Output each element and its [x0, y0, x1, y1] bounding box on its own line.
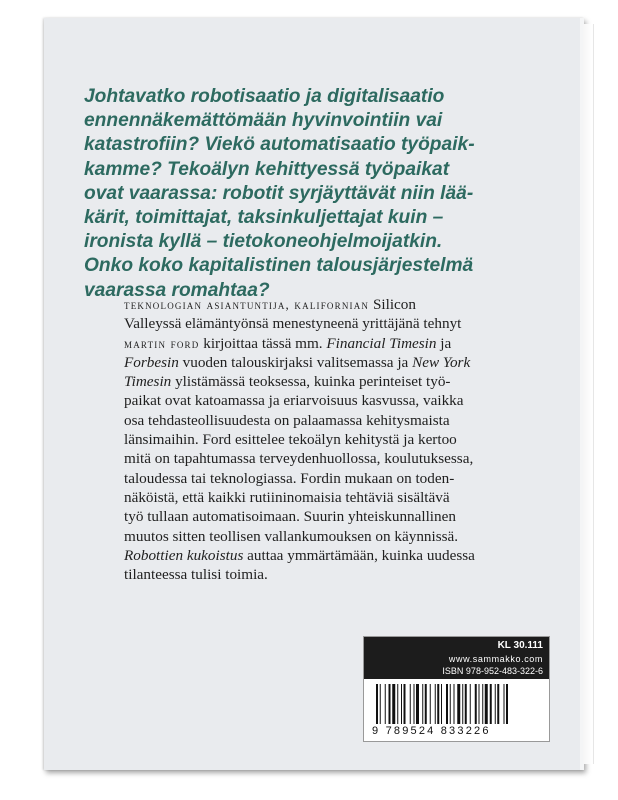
book-title: Robottien kukoistus [124, 546, 244, 564]
body-line: tilanteessa tulisi toimia. [124, 566, 268, 584]
blurb-line: ovat vaarassa: robotit syrjäyttävät niin lää- [84, 182, 474, 204]
body-word: Silicon [372, 296, 416, 313]
body-line: länsimaihin. Ford esittelee tekoälyn kehitystä ja kertoo [124, 431, 457, 449]
classification-code: KL 30.111 [497, 640, 543, 651]
barcode-bar [410, 684, 411, 724]
barcode-bar [404, 684, 406, 724]
body-line: taloudessa tai teknologiassa. Fordin mukaan on toden- [124, 469, 455, 487]
body-word: vuoden talouskirjaksi valitsemassa ja [182, 353, 409, 371]
barcode-bar [437, 684, 439, 724]
barcode-bar [495, 684, 496, 724]
barcode-bar [376, 684, 378, 724]
barcode-bar [479, 684, 480, 724]
barcode-bar [385, 684, 386, 724]
blurb-line: kamme? Tekoälyn kehittyessä työpaikat [84, 158, 450, 180]
barcode-bar [422, 684, 423, 724]
body-line: Valleyssä elämäntyönsä menestyneenä yrittäjänä tehnyt [124, 315, 462, 333]
body-line [124, 546, 564, 565]
blurb-line: katastrofiin? Viekö automatisaatio työpaik- [84, 134, 475, 156]
body-line: paikat ovat katoamassa ja eriarvoisuus kasvussa, vaikka [124, 392, 464, 410]
publication-title: Forbesin [124, 353, 179, 371]
publisher-website: www.sammakko.com [448, 654, 543, 664]
body-line [124, 334, 564, 353]
body-text [124, 295, 564, 584]
author-intro: teknologian asiantuntija, kalifornian [124, 297, 370, 312]
barcode-header [364, 637, 549, 679]
barcode-bar [490, 684, 492, 724]
blurb-line: Johtavatko robotisaatio ja digitalisaatio [84, 86, 445, 107]
barcode-bar [450, 684, 451, 724]
body-line: mitä on tapahtumassa terveydenhuollossa, koulutuksessa, [124, 450, 474, 468]
barcode-bar [482, 684, 483, 724]
barcode-bar [389, 684, 391, 724]
barcode-bar [457, 684, 460, 724]
barcode-bar [485, 684, 488, 724]
barcode-bar [462, 684, 463, 724]
body-line: työ tullaan automatisoimaan. Suurin yhteiskunnallinen [124, 508, 456, 526]
barcode-bars-icon [376, 684, 541, 724]
barcode-bar [504, 684, 505, 724]
barcode-bar [380, 684, 381, 724]
barcode-bar [416, 684, 419, 724]
isbn: ISBN 978-952-483-322-6 [442, 666, 543, 676]
barcode-bar [401, 684, 402, 724]
barcode-bar [506, 684, 508, 724]
body-line [124, 353, 564, 372]
blurb-line: kärit, toimittajat, taksinkuljettajat kuin – [84, 207, 444, 229]
body-line: osa tehdasteollisuudesta on palaamassa kehitysmaista [124, 411, 450, 429]
barcode-bar [414, 684, 415, 724]
publication-title: New York [412, 353, 471, 371]
barcode-bar [475, 684, 477, 724]
barcode-bar [430, 684, 431, 724]
body-line [124, 295, 564, 314]
barcode-bar [497, 684, 499, 724]
blurb-line: ironista kyllä – tietokoneohjelmoijatkin. [84, 231, 443, 253]
body-line: näköistä, että kaikki rutiininomaisia tehtäviä sisältävä [124, 488, 450, 506]
barcode-bar [392, 684, 395, 724]
body-line: muutos sitten teollisen vallankumouksen on käynnissä. [124, 527, 459, 545]
barcode-bar [470, 684, 471, 724]
barcode-bar [454, 684, 455, 724]
barcode-digits: 9 789524 833226 [372, 725, 491, 737]
barcode-bar [435, 684, 436, 724]
barcode-bar [425, 684, 427, 724]
body-word: ja [440, 334, 452, 352]
body-word: ylistämässä teoksessa, kuinka perinteiset työ- [175, 373, 451, 391]
blurb-line: Onko koko kapitalistinen talousjärjestelmä [84, 255, 474, 277]
body-word: auttaa ymmärtämään, kuinka uudessa [247, 546, 475, 564]
blurb [84, 85, 554, 303]
publication-title: Financial Timesin [326, 334, 437, 352]
barcode-bar [441, 684, 442, 724]
publication-title: Timesin [124, 373, 172, 391]
barcode-bar [397, 684, 398, 724]
author-name: martin ford [124, 335, 200, 351]
body-word: kirjoittaa tässä mm. [203, 334, 323, 352]
barcode-label [363, 636, 550, 742]
blurb-line: ennennäkemättömään hyvinvointiin vai [84, 110, 443, 132]
body-line [124, 372, 564, 391]
barcode-bar [465, 684, 467, 724]
barcode-bar [446, 684, 448, 724]
blurb-line: vaarassa romahtaa? [84, 279, 270, 301]
